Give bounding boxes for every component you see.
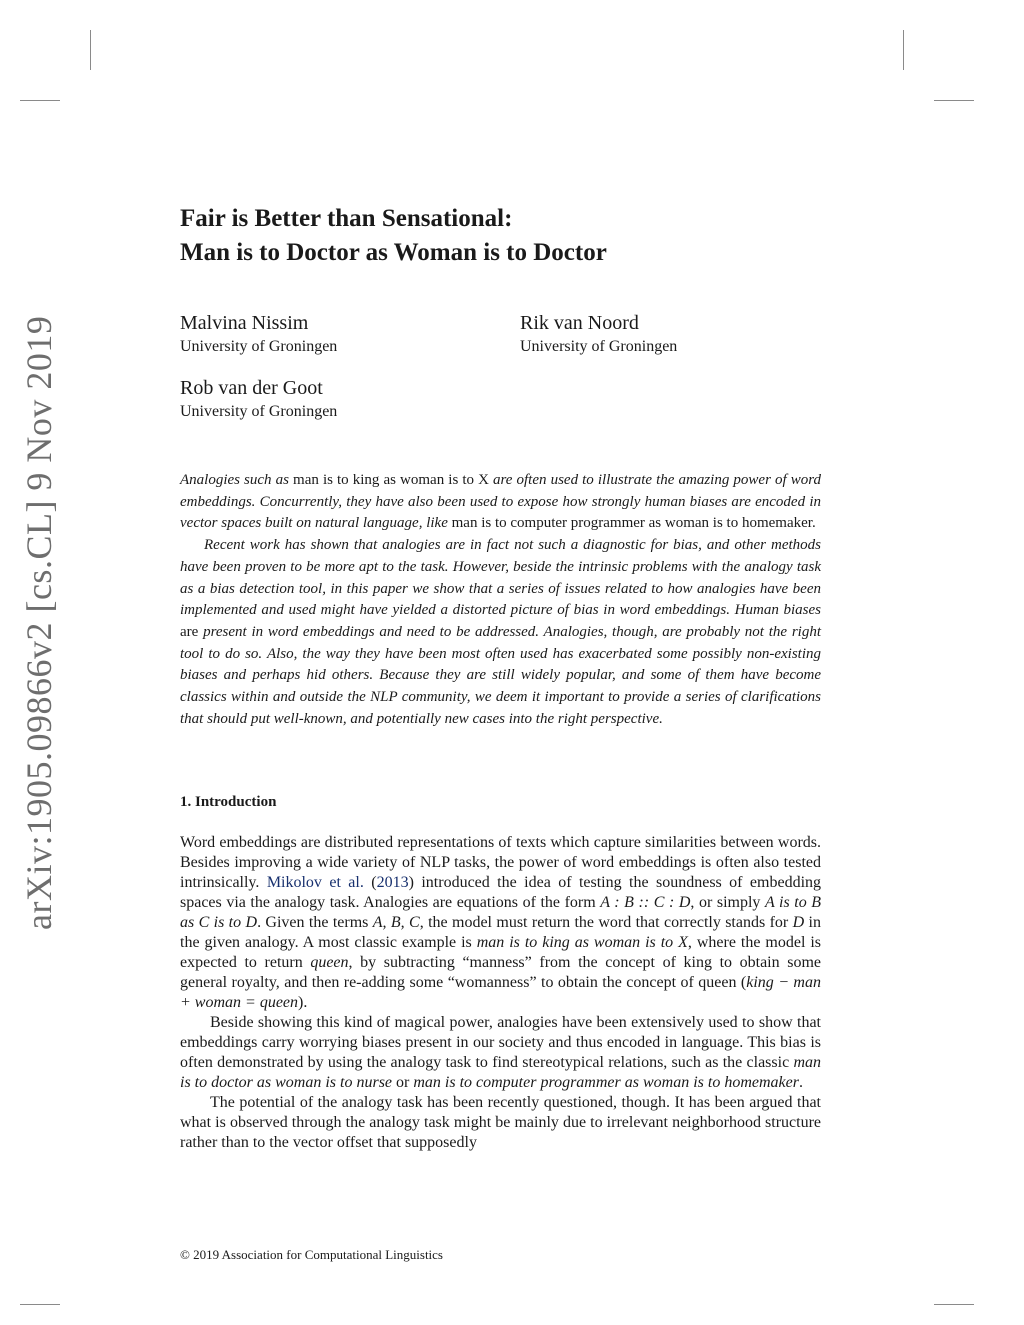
arxiv-identifier: arXiv:1905.09866v2 [cs.CL] 9 Nov 2019 (19, 315, 59, 930)
abstract-emphasis: are (180, 623, 199, 640)
body-text: . (798, 1074, 803, 1091)
body-text: , by subtracting “manness” from the concept of king to obtain some general royalty, and then re-adding some “womanness” to obtain the concept of queen ( (180, 954, 822, 991)
author-name: Malvina Nissim (180, 312, 309, 334)
title-line-1: Fair is Better than Sensational: (180, 205, 513, 232)
abstract-text: . (811, 515, 816, 532)
abstract-paragraph (180, 535, 821, 730)
introduction-body (180, 833, 821, 1153)
section-heading: 1. Introduction (180, 794, 277, 810)
citation-link-author[interactable]: Mikolov et al. (266, 874, 364, 891)
abstract-paragraph (180, 470, 821, 535)
crop-mark-left-lower (20, 1304, 60, 1305)
author-name: Rik van Noord (520, 312, 639, 334)
math-expression: A : B :: C : D (600, 894, 691, 911)
body-text: The potential of the analogy task has been recently questioned, though. It has been argued that what is observed through the analogy task might be mainly due to irrelevant neighborhood structure rather than to the vector offset that supposedly (180, 1094, 821, 1151)
math-expression: king − man + woman = queen (180, 974, 821, 1011)
abstract-example: man is to king as woman is to X (293, 472, 489, 488)
body-paragraph (180, 833, 821, 1013)
body-text: ) (408, 874, 414, 891)
body-paragraph (180, 1093, 821, 1153)
author-name: Rob van der Goot (180, 377, 323, 399)
italic-phrase: queen (310, 954, 349, 971)
author-affiliation: University of Groningen (520, 338, 678, 355)
body-text: introduced the idea of testing the soundness of embedding spaces via the analogy task. Analogies are equations of the form (180, 874, 822, 911)
body-text: , the model must return the word that correctly stands for (419, 914, 793, 931)
body-text: Beside showing this kind of magical power, analogies have been extensively used to show that embeddings carry worrying biases present in our society and thus encoded in language. This bias is often demonstrated by using the analogy task to find stereotypical relations, such as the classic (180, 1014, 821, 1071)
italic-phrase: man is to computer programmer as woman is to homemaker (413, 1074, 799, 1091)
italic-phrase: man is to king as woman is to X (476, 934, 688, 951)
abstract-text: Analogies such as (180, 472, 294, 488)
body-text: ( (363, 874, 377, 891)
italic-phrase: man is to doctor as woman is to nurse (180, 1054, 821, 1091)
crop-mark-top-right (903, 30, 904, 70)
abstract-text: present in word embeddings and need to be addressed. Analogies, though, are probably not the right tool to do so. Also, the way they have been most often used has exacerbated some possibly non-existing biases and perhaps hid others. Because they are still widely popular, and some of them have become classics within and outside the NLP community, we deem it important to provide a series of clarifications that should put well-known, and potentially new cases into the right perspective. (180, 623, 821, 727)
paper-title (180, 202, 840, 270)
author-affiliation: University of Groningen (180, 403, 338, 420)
body-text: Word embeddings are distributed representations of texts which capture similarities between words. Besides improving a wide variety of NLP tasks, the power of word embeddings is often also tested intrinsically. (180, 834, 821, 891)
citation-link-year[interactable]: 2013 (376, 874, 409, 891)
body-text: in the given analogy. A most classic example is (180, 914, 821, 951)
body-text: ). (298, 994, 308, 1011)
math-expression: D (792, 914, 805, 931)
math-expression: A, B, C (372, 914, 420, 931)
crop-mark-left-upper (20, 100, 60, 101)
abstract-text: Recent work has shown that analogies are in fact not such a diagnostic for bias, and other methods have been proven to be more apt to the task. However, beside the intrinsic problems with the analogy task as a bias detection tool, in this paper we show that a series of issues related to how analogies have been implemented and used might have yielded a distorted picture of bias in word embeddings. Human biases (180, 537, 821, 619)
author-affiliation: University of Groningen (180, 338, 338, 355)
body-text: , where the model is expected to return (180, 934, 822, 971)
abstract-example: man is to computer programmer as woman is to homemaker (451, 515, 812, 532)
body-text: or (392, 1074, 414, 1091)
body-paragraph (180, 1013, 821, 1093)
title-line-2: Man is to Doctor as Woman is to Doctor (180, 239, 607, 266)
abstract (180, 470, 821, 730)
body-text: , or simply (690, 894, 765, 911)
abstract-text: are often used to illustrate the amazing power of word embeddings. Concurrently, they have also been used to expose how strongly human biases are encoded in vector spaces built on natural language, like (180, 472, 822, 532)
crop-mark-right-upper (934, 100, 974, 101)
copyright-footer: © 2019 Association for Computational Linguistics (180, 1247, 443, 1262)
body-text: . Given the terms (257, 914, 373, 931)
crop-mark-top-left (90, 30, 91, 70)
italic-phrase: A is to B as C is to D (180, 894, 822, 931)
crop-mark-right-lower (934, 1304, 974, 1305)
